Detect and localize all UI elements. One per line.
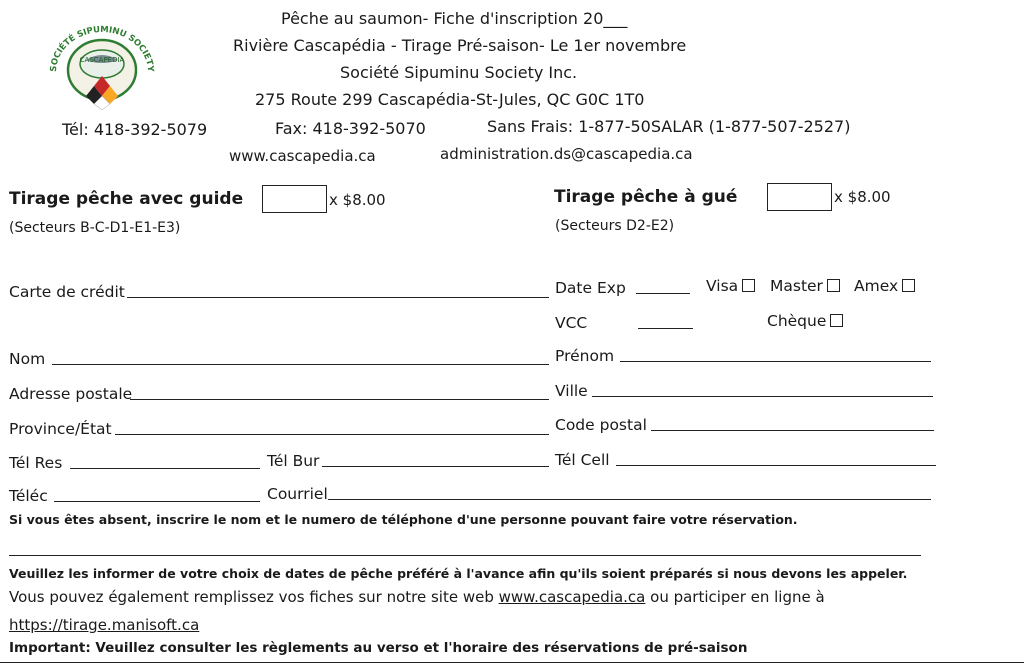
guided-draw-title: Tirage pêche avec guide bbox=[9, 189, 244, 209]
telec-field[interactable] bbox=[54, 501, 260, 502]
visa-checkbox[interactable] bbox=[742, 279, 755, 292]
society-logo bbox=[44, 24, 160, 110]
prenom-label: Prénom bbox=[555, 347, 615, 365]
tel-res-field[interactable] bbox=[70, 468, 260, 469]
ville-label: Ville bbox=[555, 382, 588, 400]
cheque-option[interactable] bbox=[767, 312, 843, 330]
website-link[interactable]: www.cascapedia.ca bbox=[498, 588, 646, 606]
tel-bur-field[interactable] bbox=[322, 466, 549, 467]
code-postal-field[interactable] bbox=[651, 430, 934, 431]
date-exp-field[interactable] bbox=[636, 293, 690, 294]
form-subtitle: Rivière Cascapédia - Tirage Pré-saison- Le 1er novembre bbox=[233, 36, 687, 55]
vcc-label: VCC bbox=[555, 314, 588, 332]
visa-label: Visa bbox=[706, 277, 739, 295]
org-website: www.cascapedia.ca bbox=[229, 147, 376, 165]
courriel-field[interactable] bbox=[328, 499, 931, 500]
bottom-rule bbox=[0, 662, 1024, 663]
guided-quantity-box[interactable] bbox=[262, 185, 327, 213]
nom-label: Nom bbox=[9, 350, 46, 368]
tel-res-label: Tél Res bbox=[9, 454, 63, 472]
logo-ring-text: SOCIÉTÉ SIPUMINU SOCIETY bbox=[48, 24, 156, 73]
logo-emblem bbox=[44, 24, 160, 110]
guided-price: x $8.00 bbox=[329, 191, 386, 209]
master-option[interactable] bbox=[770, 277, 840, 295]
nom-field[interactable] bbox=[52, 364, 549, 365]
form-title: Pêche au saumon- Fiche d'inscription 20___ bbox=[281, 9, 628, 28]
courriel-label: Courriel bbox=[267, 485, 328, 503]
tel-cell-label: Tél Cell bbox=[555, 451, 610, 469]
province-label: Province/État bbox=[9, 420, 112, 438]
org-fax: Fax: 418-392-5070 bbox=[275, 119, 426, 138]
visa-option[interactable] bbox=[706, 277, 755, 295]
wade-draw-title: Tirage pêche à gué bbox=[554, 187, 738, 207]
tel-bur-label: Tél Bur bbox=[267, 452, 320, 470]
prenom-field[interactable] bbox=[620, 361, 931, 362]
logo-center-text: CASCAPEDIA bbox=[79, 56, 125, 64]
adresse-field[interactable] bbox=[130, 399, 549, 400]
guided-sectors: (Secteurs B-C-D1-E1-E3) bbox=[9, 220, 181, 236]
org-phone: Tél: 418-392-5079 bbox=[62, 120, 208, 139]
credit-card-field[interactable] bbox=[127, 297, 549, 298]
amex-option[interactable] bbox=[854, 277, 915, 295]
adresse-label: Adresse postale bbox=[9, 385, 133, 403]
amex-label: Amex bbox=[854, 277, 899, 295]
vcc-field[interactable] bbox=[638, 328, 693, 329]
date-exp-label: Date Exp bbox=[555, 279, 626, 297]
telec-label: Téléc bbox=[9, 487, 48, 505]
credit-card-label: Carte de crédit bbox=[9, 283, 125, 301]
online-registration-link[interactable]: https://tirage.manisoft.ca bbox=[9, 616, 200, 634]
absent-note: Si vous êtes absent, inscrire le nom et le numero de téléphone d'une personne pouvant faire votre réservation. bbox=[9, 512, 798, 527]
amex-checkbox[interactable] bbox=[902, 279, 915, 292]
wade-quantity-box[interactable] bbox=[767, 183, 832, 211]
org-toll-free: Sans Frais: 1-877-50SALAR (1-877-507-2527) bbox=[487, 117, 851, 136]
code-postal-label: Code postal bbox=[555, 416, 647, 434]
web-note-prefix: Vous pouvez également remplissez vos fiches sur notre site web bbox=[9, 588, 499, 606]
master-label: Master bbox=[770, 277, 823, 295]
inform-note: Veuillez les informer de votre choix de dates de pêche préféré à l'avance afin qu'ils soient préparés si nous devons les appeler. bbox=[9, 566, 908, 581]
wade-sectors: (Secteurs D2-E2) bbox=[555, 218, 675, 234]
web-note bbox=[9, 588, 825, 606]
cheque-checkbox[interactable] bbox=[830, 314, 843, 327]
province-field[interactable] bbox=[115, 434, 549, 435]
wade-price: x $8.00 bbox=[834, 188, 891, 206]
ville-field[interactable] bbox=[592, 396, 933, 397]
tel-cell-field[interactable] bbox=[616, 465, 936, 466]
master-checkbox[interactable] bbox=[827, 279, 840, 292]
org-email: administration.ds@cascapedia.ca bbox=[440, 145, 693, 163]
alternate-contact-field[interactable] bbox=[9, 555, 921, 556]
org-name: Société Sipuminu Society Inc. bbox=[340, 63, 578, 82]
web-note-suffix: ou participer en ligne à bbox=[645, 588, 825, 606]
important-note: Important: Veuillez consulter les règlements au verso et l'horaire des réservations de pré-saison bbox=[9, 640, 748, 656]
cheque-label: Chèque bbox=[767, 312, 827, 330]
org-address: 275 Route 299 Cascapédia-St-Jules, QC G0C 1T0 bbox=[255, 90, 645, 109]
